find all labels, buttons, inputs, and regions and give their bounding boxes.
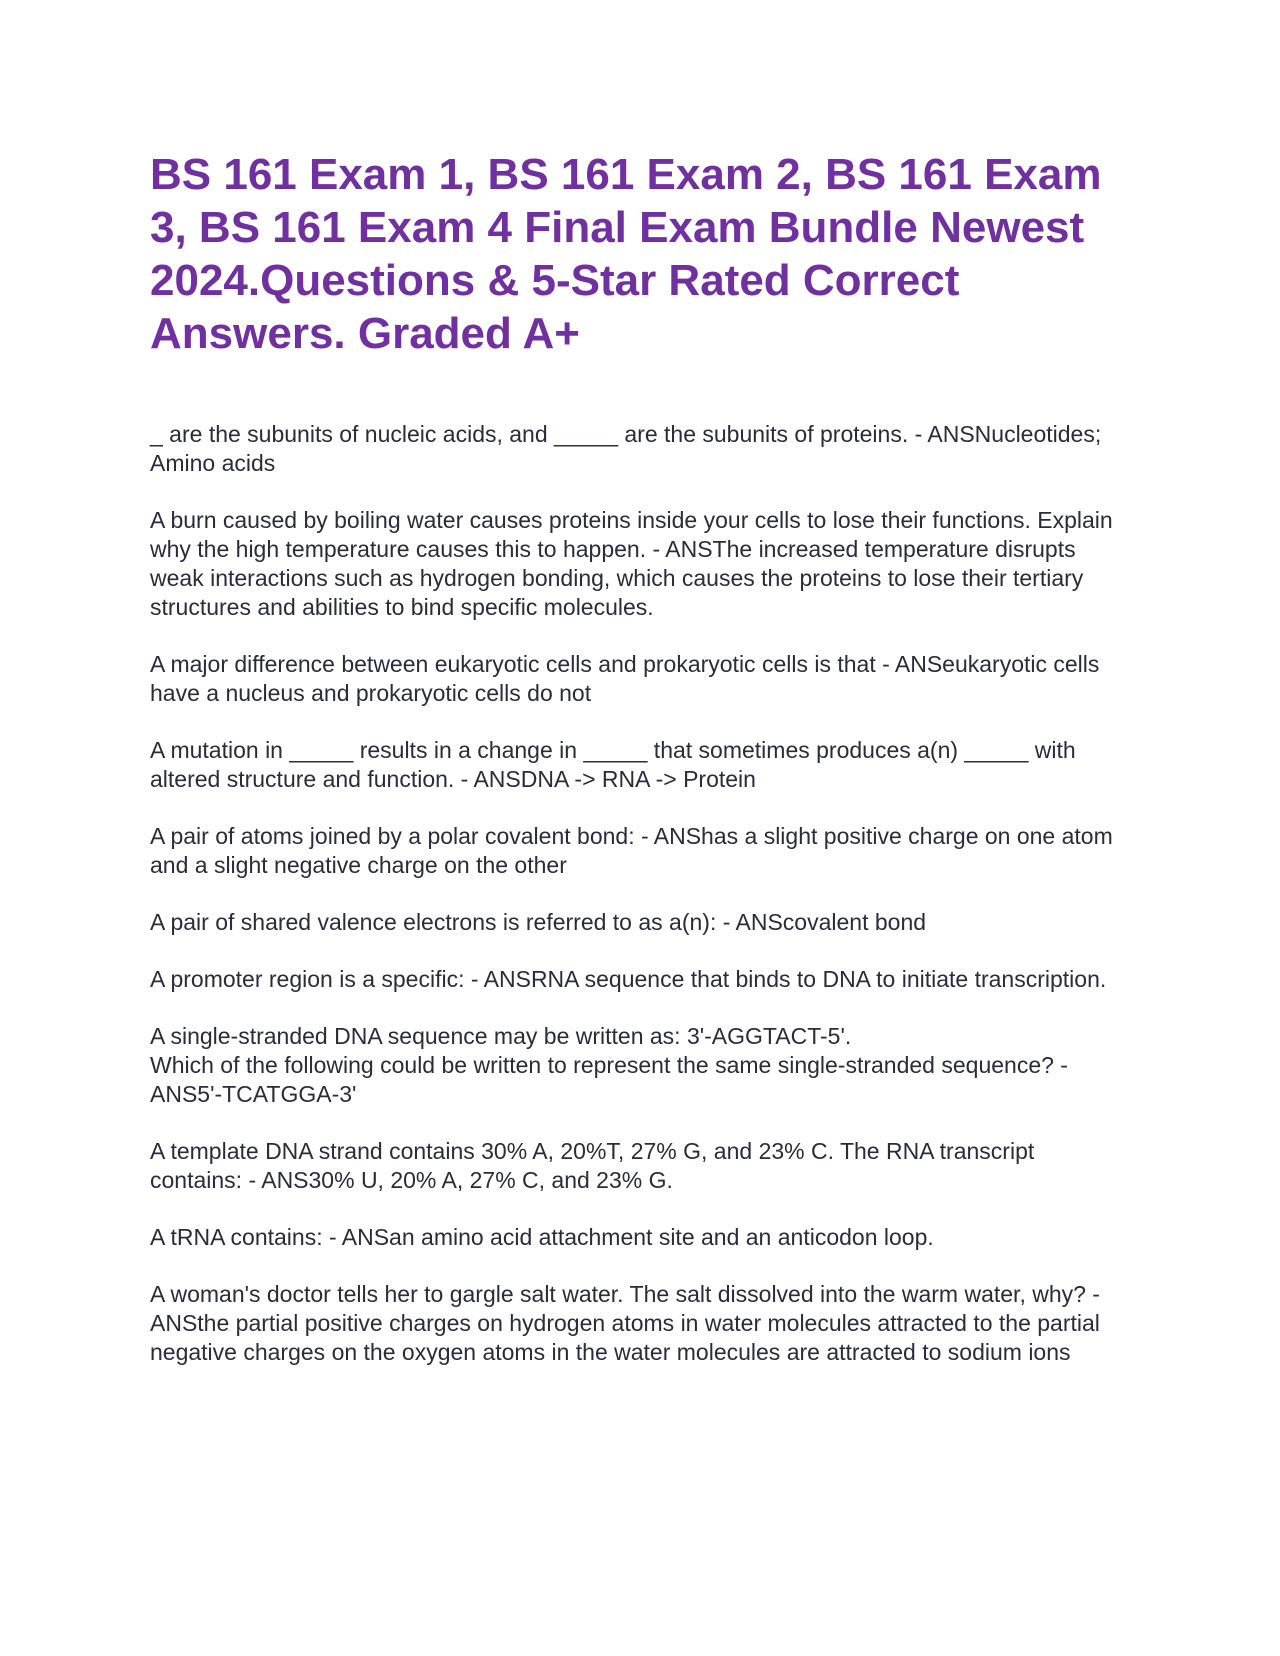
- qa-item: _ are the subunits of nucleic acids, and _____ are the subunits of proteins. - ANSNucleotides; Amino acids: [150, 421, 1102, 476]
- qa-list: [150, 420, 1132, 1367]
- qa-item: A major difference between eukaryotic cells and prokaryotic cells is that - ANSeukaryotic cells have a nucleus and prokaryotic cells do not: [150, 651, 1100, 706]
- qa-item: A burn caused by boiling water causes proteins inside your cells to lose their functions. Explain why the high temperature causes this to happen. - ANSThe increased temperature disrupts weak interactions such as hydrogen bonding, which causes the proteins to lose their tertiary structures and abilities to bind specific molecules.: [150, 507, 1113, 620]
- qa-item: A template DNA strand contains 30% A, 20%T, 27% G, and 23% C. The RNA transcript contains: - ANS30% U, 20% A, 27% C, and 23% G.: [150, 1138, 1035, 1193]
- qa-item: A mutation in _____ results in a change in _____ that sometimes produces a(n) _____ with altered structure and function. - ANSDNA -> RNA -> Protein: [150, 737, 1076, 792]
- qa-item: A promoter region is a specific: - ANSRNA sequence that binds to DNA to initiate transcription.: [150, 966, 1107, 992]
- document-title: BS 161 Exam 1, BS 161 Exam 2, BS 161 Exam 3, BS 161 Exam 4 Final Exam Bundle Newest 2024.Questions & 5-Star Rated Correct Answers. Graded A+: [150, 150, 1102, 358]
- qa-item: A single-stranded DNA sequence may be written as: 3'-AGGTACT-5'. Which of the following could be written to represent the same single-stranded sequence? - ANS5'-TCATGGA-3': [150, 1023, 1068, 1107]
- document-page: [150, 148, 1132, 1395]
- qa-item: A woman's doctor tells her to gargle salt water. The salt dissolved into the warm water, why? - ANSthe partial positive charges on hydrogen atoms in water molecules attracted to the partial negative charges on the oxygen atoms in the water molecules are attracted to sodium ions: [150, 1281, 1100, 1365]
- qa-item: A tRNA contains: - ANSan amino acid attachment site and an anticodon loop.: [150, 1224, 934, 1250]
- qa-item: A pair of shared valence electrons is referred to as a(n): - ANScovalent bond: [150, 909, 927, 935]
- qa-item: A pair of atoms joined by a polar covalent bond: - ANShas a slight positive charge on one atom and a slight negative charge on the other: [150, 823, 1113, 878]
